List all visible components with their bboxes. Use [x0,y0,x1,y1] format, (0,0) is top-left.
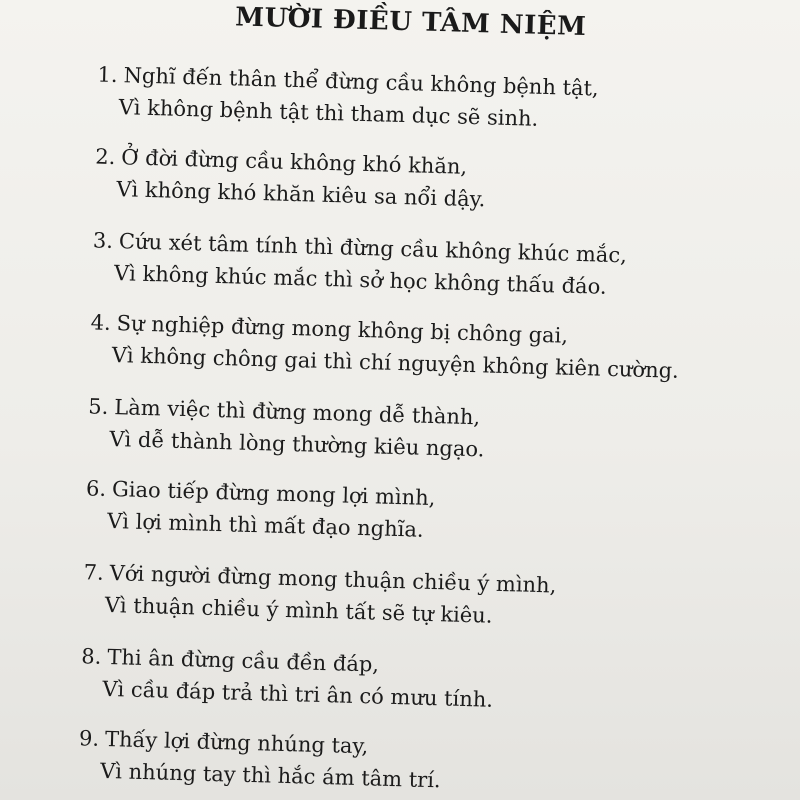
item-line-1: Cứu xét tâm tính thì đừng cầu không khúc mắc, [118,229,628,268]
item-number: 4. [90,310,112,335]
item-line-1: Làm việc thì đừng mong dễ thành, [114,395,481,430]
list-item-2 [94,140,487,215]
item-line-2: Vì không khó khăn kiêu sa nổi dậy. [116,177,486,212]
item-number: 5. [87,394,109,419]
item-number: 7. [83,560,105,585]
item-line-2: Vì nhúng tay thì hắc ám tâm trí. [99,758,442,793]
list-item-3 [92,224,628,303]
item-line-2: Vì cầu đáp trả thì tri ân có mưu tính. [102,676,494,712]
list-item-7 [82,556,556,633]
list-item-8 [80,640,494,715]
item-line-1: Giao tiếp đừng mong lợi mình, [111,477,436,511]
list-item-4 [89,306,680,386]
item-line-2: Vì không khúc mắc thì sở học không thấu đáo. [113,261,607,299]
item-number: 3. [92,228,114,253]
item-number: 8. [81,644,102,669]
list-item-9 [78,722,442,796]
item-line-2: Vì lợi mình thì mất đạo nghĩa. [106,508,424,542]
item-number: 6. [85,476,107,501]
page-title: MƯỜI ĐIỀU TÂM NIỆM [234,2,587,43]
item-line-1: Với người đừng mong thuận chiều ý mình, [109,561,557,598]
item-line-1: Sự nghiệp đừng mong không bị chông gai, [116,311,569,348]
list-item-1 [96,59,599,137]
item-number: 2. [94,144,116,170]
item-line-2: Vì không chông gai thì chí nguyện không kiên cường. [111,343,680,383]
item-line-2: Vì dễ thành lòng thường kiêu ngạo. [109,426,485,462]
list-item-6 [85,472,436,546]
item-line-2: Vì không bệnh tật thì tham dục sẽ sinh. [118,95,539,131]
item-number: 9. [78,726,100,751]
item-line-1: Nghĩ đến thân thể đừng cầu không bệnh tật, [123,63,599,101]
item-line-2: Vì thuận chiều ý mình tất sẽ tự kiêu. [104,592,493,628]
list-item-5 [87,390,486,465]
item-number: 1. [97,62,118,88]
item-line-1: Thi ân đừng cầu đền đáp, [107,645,380,677]
item-line-1: Ở đời đừng cầu không khó khăn, [121,145,468,179]
item-line-1: Thấy lợi đừng nhúng tay, [104,726,369,759]
